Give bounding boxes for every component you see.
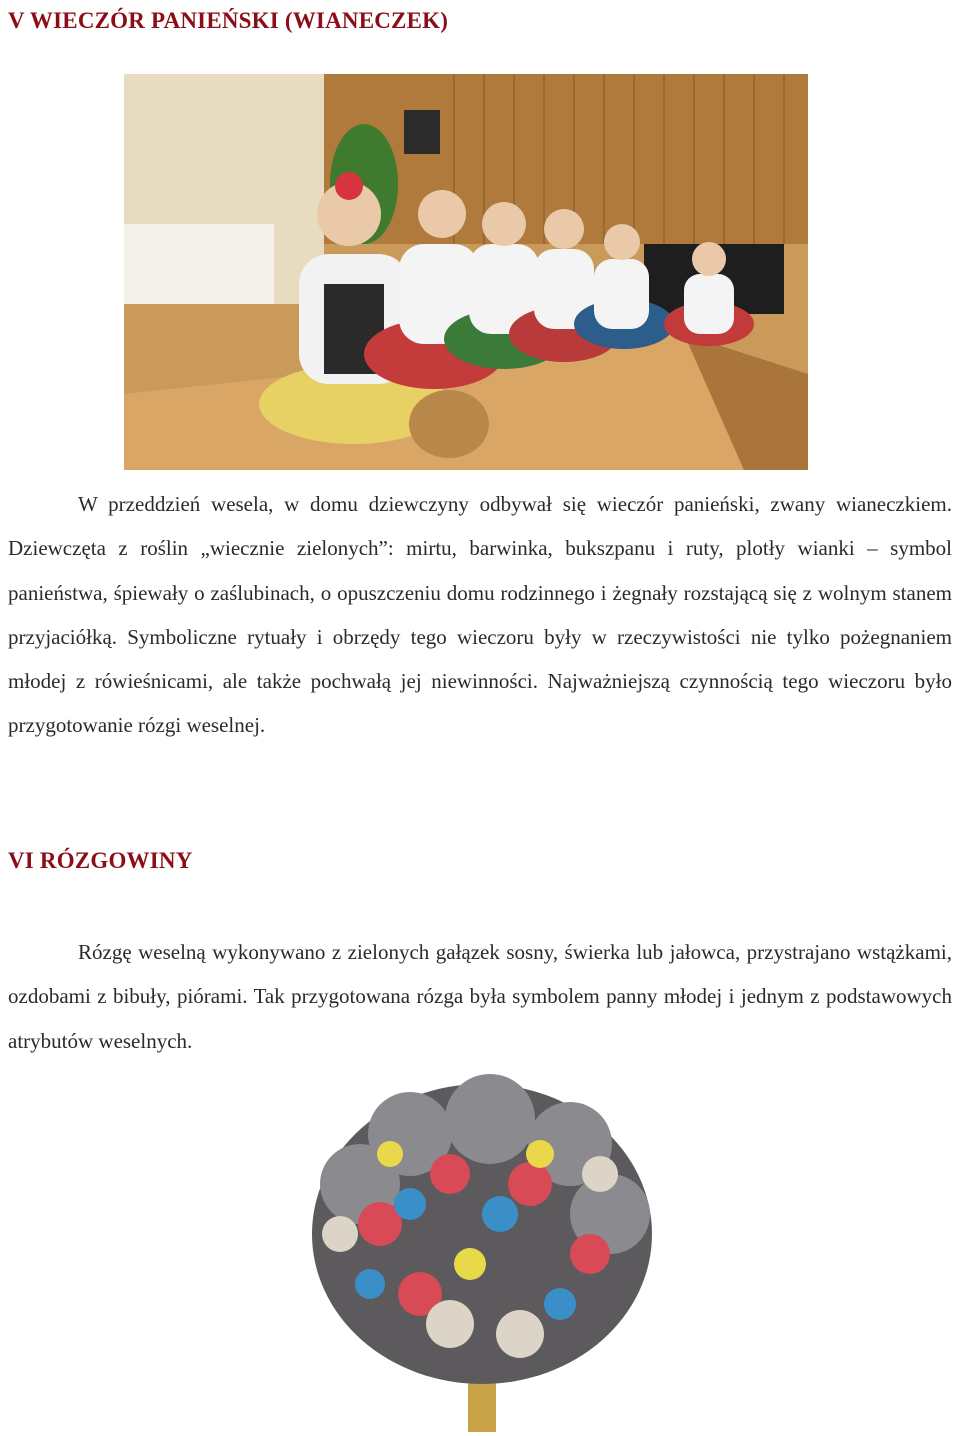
photo-wedding-rod xyxy=(300,1064,664,1432)
photo-girls-in-folk-costumes xyxy=(124,74,808,470)
paragraph-wieczor-panienski: W przeddzień wesela, w domu dziewczyny odbywał się wieczór panieński, zwany wianeczkiem. Dziewczęta z roślin „wiecznie zielonych”: mirtu, barwinka, bukszpanu i ruty, plotły wianki – symbol panieństwa, śpiewały o zaślubinach, o opuszczeniu domu rodzinnego i żegnały rozstającą się z wolnym stanem przyjaciółką. Symboliczne rytuały i obrzędy tego wieczoru były w rzeczywistości nie tylko pożegnaniem młodej z rówieśnicami, ale także pochwałą jej niewinności. Najważniejszą czynnością tego wieczoru było przygotowanie rózgi weselnej. xyxy=(8,492,952,738)
section-heading-rozgowiny: VI RÓZGOWINY xyxy=(8,848,193,873)
paragraph-rozgowiny: Rózgę weselną wykonywano z zielonych gałązek sosny, świerka lub jałowca, przystrajano wstążkami, ozdobami z bibuły, piórami. Tak przygotowana rózga była symbolem panny młodej i jednym z podstawowych atrybutów weselnych. xyxy=(8,940,952,1053)
section-heading-wieczor-panienski: V WIECZÓR PANIEŃSKI (WIANECZEK) xyxy=(8,8,449,33)
